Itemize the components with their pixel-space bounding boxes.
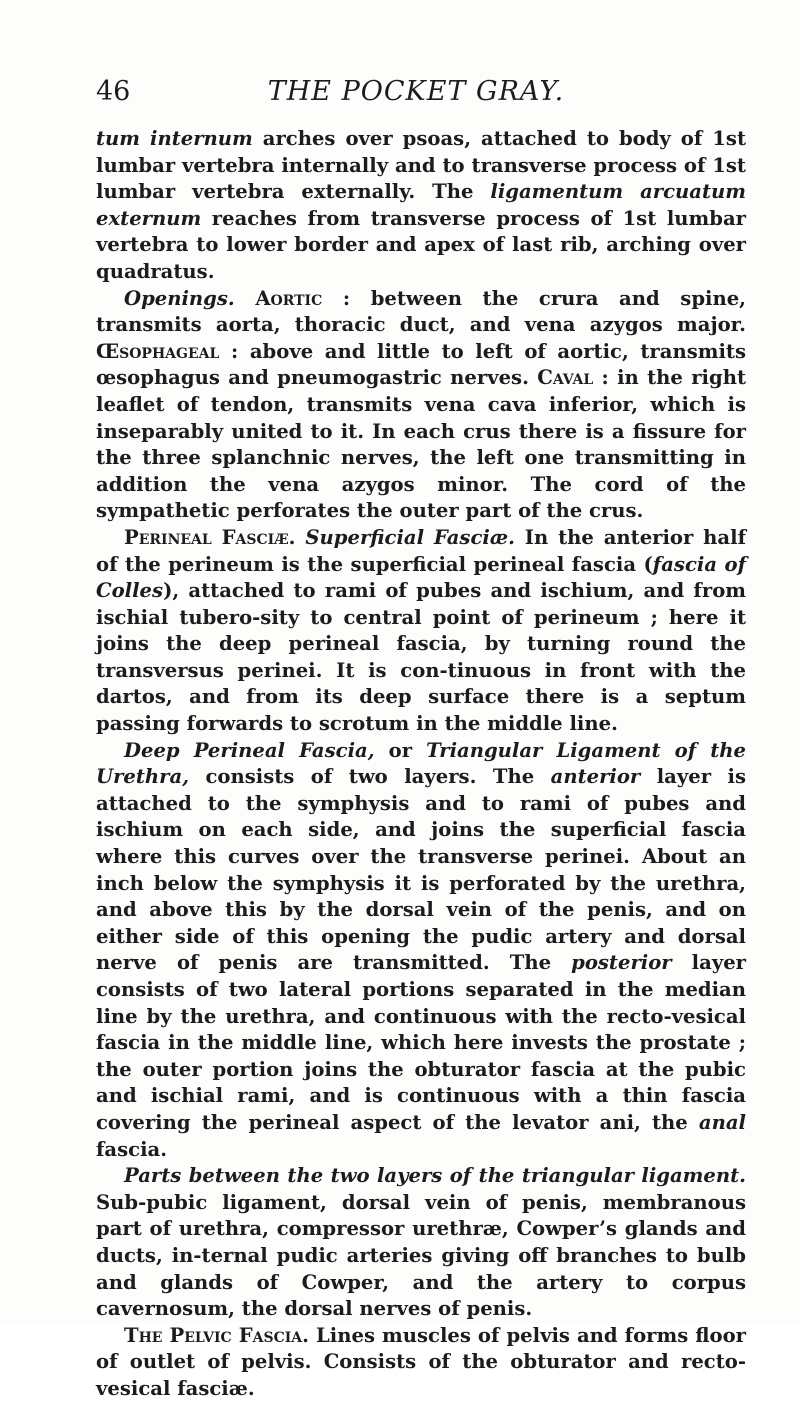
text-segment: arches over psoas, attached to body of 1st lumbar vertebra internally and to transverse process of 1st lumbar vertebra externally. The	[96, 127, 746, 204]
text-segment: tum internum	[96, 127, 253, 150]
text-segment: anterior	[550, 765, 641, 789]
text-segment: Sub-pubic ligament, dorsal vein of penis, membranous part of urethra, compressor urethræ, Cowper’s glands and ducts, in-ternal pudic arteries giving off branches to bulb and glands of Cowper, and the artery to corpus cavernosum, the dorsal nerves of penis.	[96, 1190, 746, 1321]
text-segment: ligamentum arcuatum externum	[96, 180, 747, 230]
paragraph-p6	[96, 1323, 746, 1403]
text-segment: : above and little to left of aortic, transmits œsophagus and pneumogastric nerves.	[96, 339, 746, 390]
text-segment: fascia of Colles	[96, 552, 747, 603]
text-segment: anal	[698, 1110, 746, 1134]
text-segment: reaches from transverse process of 1st lumbar vertebra to lower border and apex of last rib, arching over quadratus.	[96, 206, 746, 283]
text-segment: Triangular Ligament of the Urethra,	[96, 738, 746, 789]
text-segment: Lines muscles of pelvis and forms floor of outlet of pelvis. Consists of the obturator and recto-vesical fasciæ.	[96, 1323, 746, 1400]
text-segment: Caval	[537, 366, 594, 390]
running-title: THE POCKET GRAY.	[267, 76, 565, 107]
paragraph-p2	[96, 286, 746, 525]
text-segment: posterior	[571, 951, 672, 975]
text-segment: consists of two layers. The	[189, 765, 551, 789]
paragraph-p1	[96, 126, 746, 286]
text-segment: In the anterior half of the perineum is the superficial perineal fascia (	[96, 525, 746, 576]
text-segment: Parts between the two layers of the triangular ligament.	[124, 1164, 746, 1188]
text-segment: Deep Perineal Fascia,	[124, 738, 375, 762]
text-segment: The Pelvic Fascia.	[124, 1323, 309, 1347]
text-segment: : in the right leaflet of tendon, transmits vena cava inferior, which is inseparably united to it. In each crus there is a fissure for the three splanchnic nerves, the left one transmitting in addition the vena azygos minor. The cord of the sympathetic perforates the outer part of the crus.	[96, 366, 746, 523]
text-segment	[235, 287, 256, 310]
text-segment: Aortic	[255, 286, 323, 310]
text-segment: : between the crura and spine, transmits aorta, thoracic duct, and vena azygos major.	[96, 286, 746, 337]
text-segment: Œsophageal	[96, 339, 220, 363]
text-segment	[296, 526, 306, 549]
text-segment: layer consists of two lateral portions separated in the median line by the urethra, and continuous with the recto-vesical fascia in the middle line, which here invests the prostate ; the outer portion joins the obturator fascia at the pubic and ischial rami, and is continuous with a thin fascia covering the perineal aspect of the levator ani, the	[96, 951, 746, 1134]
page-number: 46	[96, 76, 131, 107]
paragraph-p4	[96, 738, 746, 1164]
paragraph-p3	[96, 525, 746, 738]
paragraph-p5	[96, 1163, 746, 1323]
text-segment: Perineal Fasciæ.	[124, 525, 296, 549]
text-segment: fascia.	[96, 1137, 168, 1161]
text-segment: or	[374, 738, 427, 762]
text-segment: ), attached to rami of pubes and ischium, and from ischial tubero-sity to central point of perineum ; here it joins the deep perineal fascia, by turning round the transversus perinei. It is con-tinuous in front with the dartos, and from its deep surface there is a septum passing forwards to scrotum in the middle line.	[96, 579, 746, 736]
text-segment: layer is attached to the symphysis and to rami of pubes and ischium on each side, and joins the superficial fascia where this curves over the transverse perinei. About an inch below the symphysis it is perforated by the urethra, and above this by the dorsal vein of the penis, and on either side of this opening the pudic artery and dorsal nerve of penis are transmitted. The	[96, 765, 747, 975]
text-segment: Superficial Fasciæ.	[305, 525, 515, 549]
text-segment: Openings.	[124, 286, 235, 310]
page-header	[96, 74, 736, 114]
body-text	[96, 126, 746, 1403]
